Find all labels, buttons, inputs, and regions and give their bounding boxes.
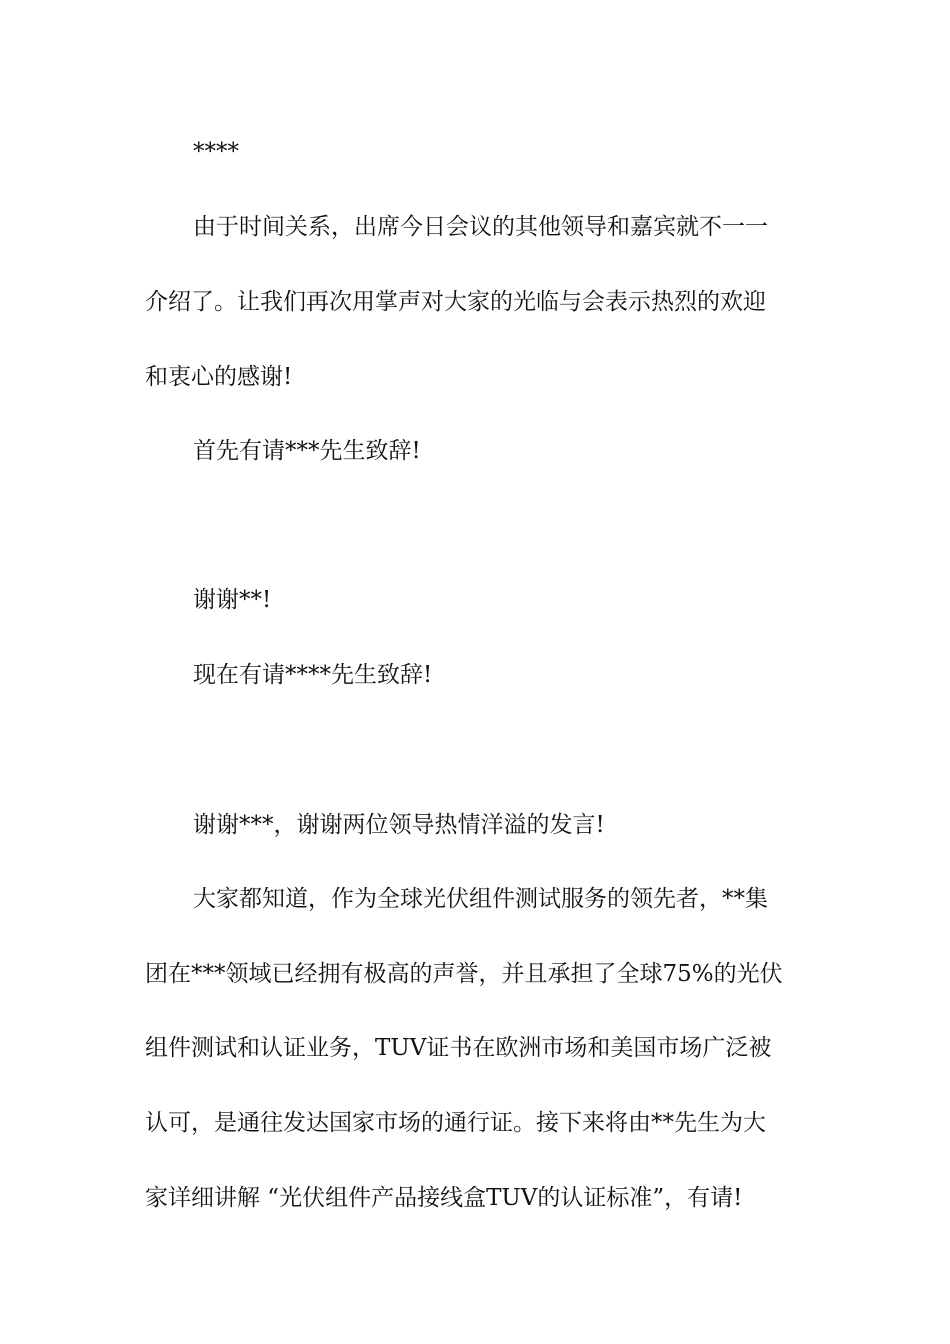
paragraph-text: 家详细讲解 “光伏组件产品接线盒TUV的认证标准”，有请! [145, 1185, 743, 1211]
paragraph-text: 现在有请****先生致辞! [193, 662, 433, 688]
paragraph-text: 和衷心的感谢! [145, 364, 293, 390]
paragraph-text: 谢谢***，谢谢两位领导热情洋溢的发言! [193, 812, 605, 838]
paragraph-text: 首先有请***先生致辞! [193, 438, 421, 464]
paragraph-text: 大家都知道，作为全球光伏组件测试服务的领先者，**集 [193, 886, 768, 912]
paragraph-text: 团在***领域已经拥有极高的声誉，并且承担了全球75%的光伏 [145, 961, 783, 987]
paragraph-text: 介绍了。让我们再次用掌声对大家的光临与会表示热烈的欢迎 [145, 289, 766, 315]
paragraph-text: 由于时间关系，出席今日会议的其他领导和嘉宾就不一一 [193, 214, 768, 240]
paragraph-text: 谢谢**! [193, 587, 272, 613]
text-line: **** [193, 139, 239, 165]
paragraph-text: 认可，是通往发达国家市场的通行证。接下来将由**先生为大 [145, 1110, 766, 1136]
paragraph-text: 组件测试和认证业务，TUV证书在欧洲市场和美国市场广泛被 [145, 1035, 772, 1061]
